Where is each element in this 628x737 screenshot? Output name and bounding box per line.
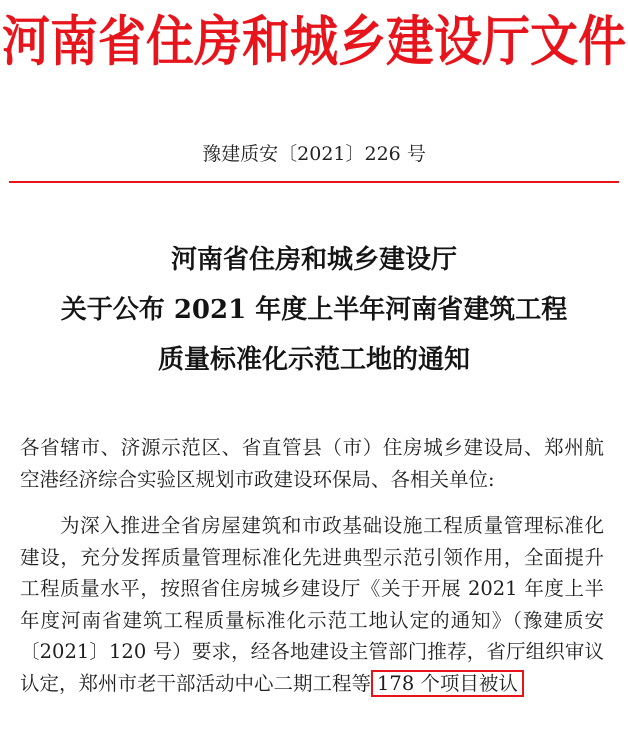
title-line-2: 关于公布 2021 年度上半年河南省建筑工程 [60,295,568,325]
red-divider-line [9,181,619,183]
title-line-3: 质量标准化示范工地的通知 [157,345,470,375]
addressees-paragraph: 各省辖市、济源示范区、省直管县（市）住房城乡建设局、郑州航空港经济综合实验区规划市政建设环保局、各相关单位: [20,436,604,491]
highlighted-project-count: 178 个项目被认 [371,670,524,697]
document-number: 豫建质安〔2021〕226 号 [202,143,426,165]
document-masthead: 河南省住房和城乡建设厅文件 [1,10,626,74]
title-line-1: 河南省住房和城乡建设厅 [170,245,457,275]
main-paragraph [20,510,604,699]
main-paragraph-text: 为深入推进全省房屋建筑和市政基础设施工程质量管理标准化建设，充分发挥质量管理标准化先进典型示范引领作用，全面提升工程质量水平，按照省住房城乡建设厅《关于开展 2021 年度上半年度河南省建筑工程质量标准化示范工地认定的通知》（豫建质安〔2021〕120 号）要求，经各地建设主管部门推荐，省厅组织审议认定，郑州市老干部活动中心二期工程等 [20,514,604,695]
